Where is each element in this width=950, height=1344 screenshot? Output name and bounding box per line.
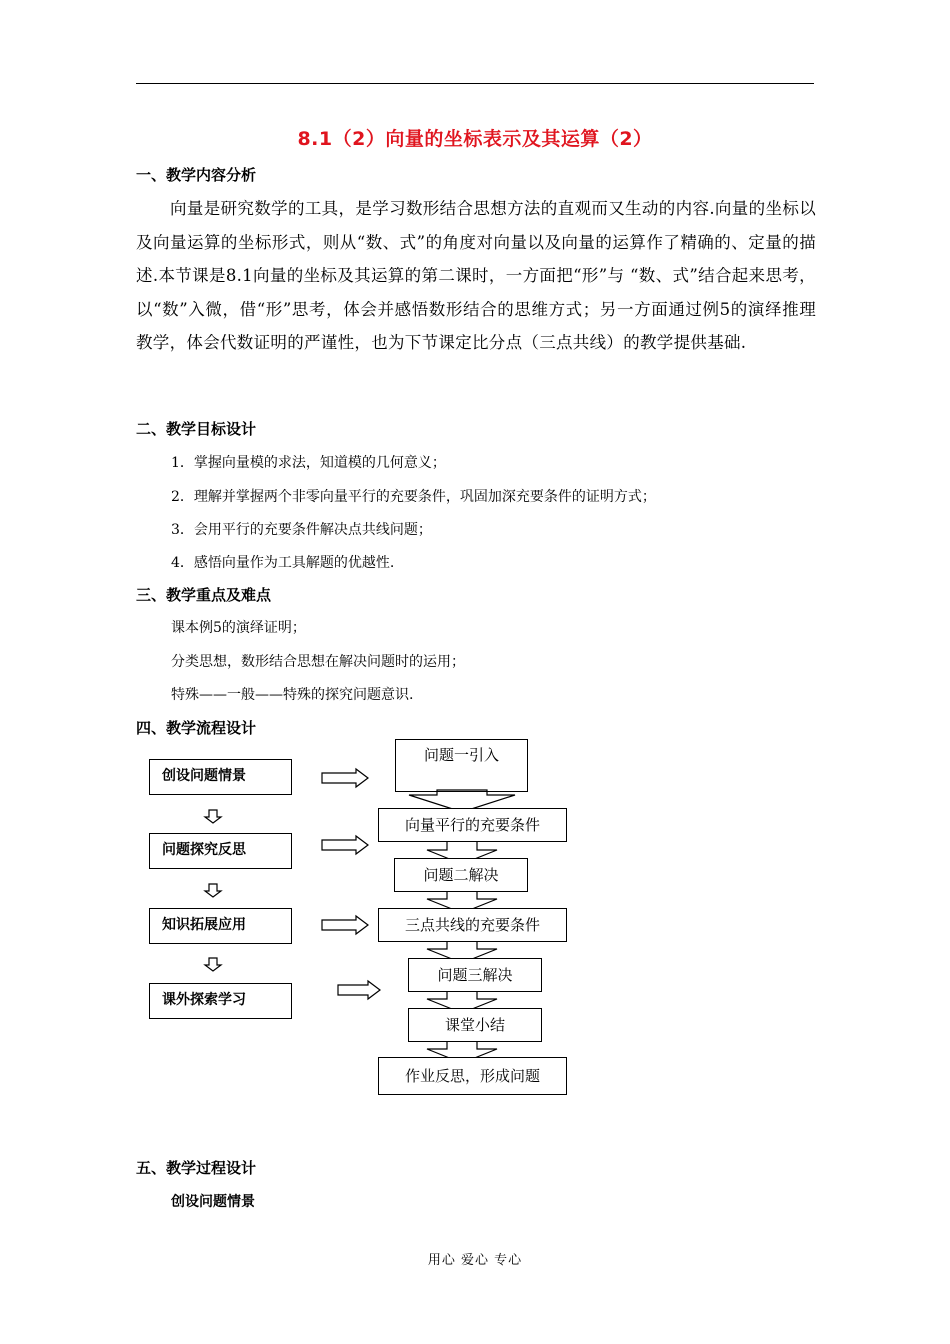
key-point-item: 分类思想，数形结合思想在解决问题时的运用； [171,654,465,670]
subsection-heading: 创设问题情景 [171,1194,255,1210]
objective-item: 3．会用平行的充要条件解决点共线问题； [171,522,432,538]
page-title: 8.1（2）向量的坐标表示及其运算（2） [297,128,653,150]
objective-item: 1．掌握向量模的求法，知道模的几何意义； [171,455,446,471]
section-heading-3: 三、教学重点及难点 [136,586,272,604]
flow-left-box: 创设问题情景 [149,759,292,795]
section-1-paragraph: 向量是研究数学的工具，是学习数形结合思想方法的直观而又生动的内容.向量的坐标以及向量运算的坐标形式，则从“数、式”的角度对向量以及向量的运算作了精确的、定量的描述.本节课是8.1向量的坐标及其运算的第二课时，一方面把“形”与 “数、式”结合起来思考，以“数”入微，借“形”思考，体会并感悟数形结合的思维方式；另一方面通过例5的演绎推理教学，体会代数证明的严谨性，也为下节课定比分点（三点共线）的教学提供基础. [136,199,816,352]
arrow-right-icon [338,981,380,999]
flow-right-box: 问题三解决 [408,958,542,992]
section-heading-4: 四、教学流程设计 [136,719,257,737]
arrow-right-icon [322,836,368,854]
section-heading-1: 一、教学内容分析 [136,166,257,184]
flow-right-box: 作业反思，形成问题 [378,1057,567,1095]
arrow-down-icon [205,884,221,897]
flow-left-box: 课外探索学习 [149,983,292,1019]
arrow-right-icon [322,916,368,934]
section-heading-5: 五、教学过程设计 [136,1159,257,1177]
section-heading-2: 二、教学目标设计 [136,420,257,438]
flow-right-box: 三点共线的充要条件 [378,908,567,942]
arrow-down-icon [205,958,221,971]
page-footer: 用心 爱心 专心 [427,1253,523,1268]
key-point-item: 特殊——一般——特殊的探究问题意识. [171,687,414,703]
objective-item: 2．理解并掌握两个非零向量平行的充要条件，巩固加深充要条件的证明方式； [171,489,656,505]
flow-right-box: 问题二解决 [394,858,528,892]
flow-right-box: 向量平行的充要条件 [378,808,567,842]
flow-right-box: 课堂小结 [408,1008,542,1042]
key-point-item: 课本例5的演绎证明； [171,620,306,636]
arrow-right-icon [322,769,368,787]
flow-right-box: 问题一引入 [395,739,528,792]
arrow-down-icon [205,810,221,823]
flow-left-box: 问题探究反思 [149,833,292,869]
flow-left-box: 知识拓展应用 [149,908,292,944]
objective-item: 4．感悟向量作为工具解题的优越性. [171,555,395,571]
